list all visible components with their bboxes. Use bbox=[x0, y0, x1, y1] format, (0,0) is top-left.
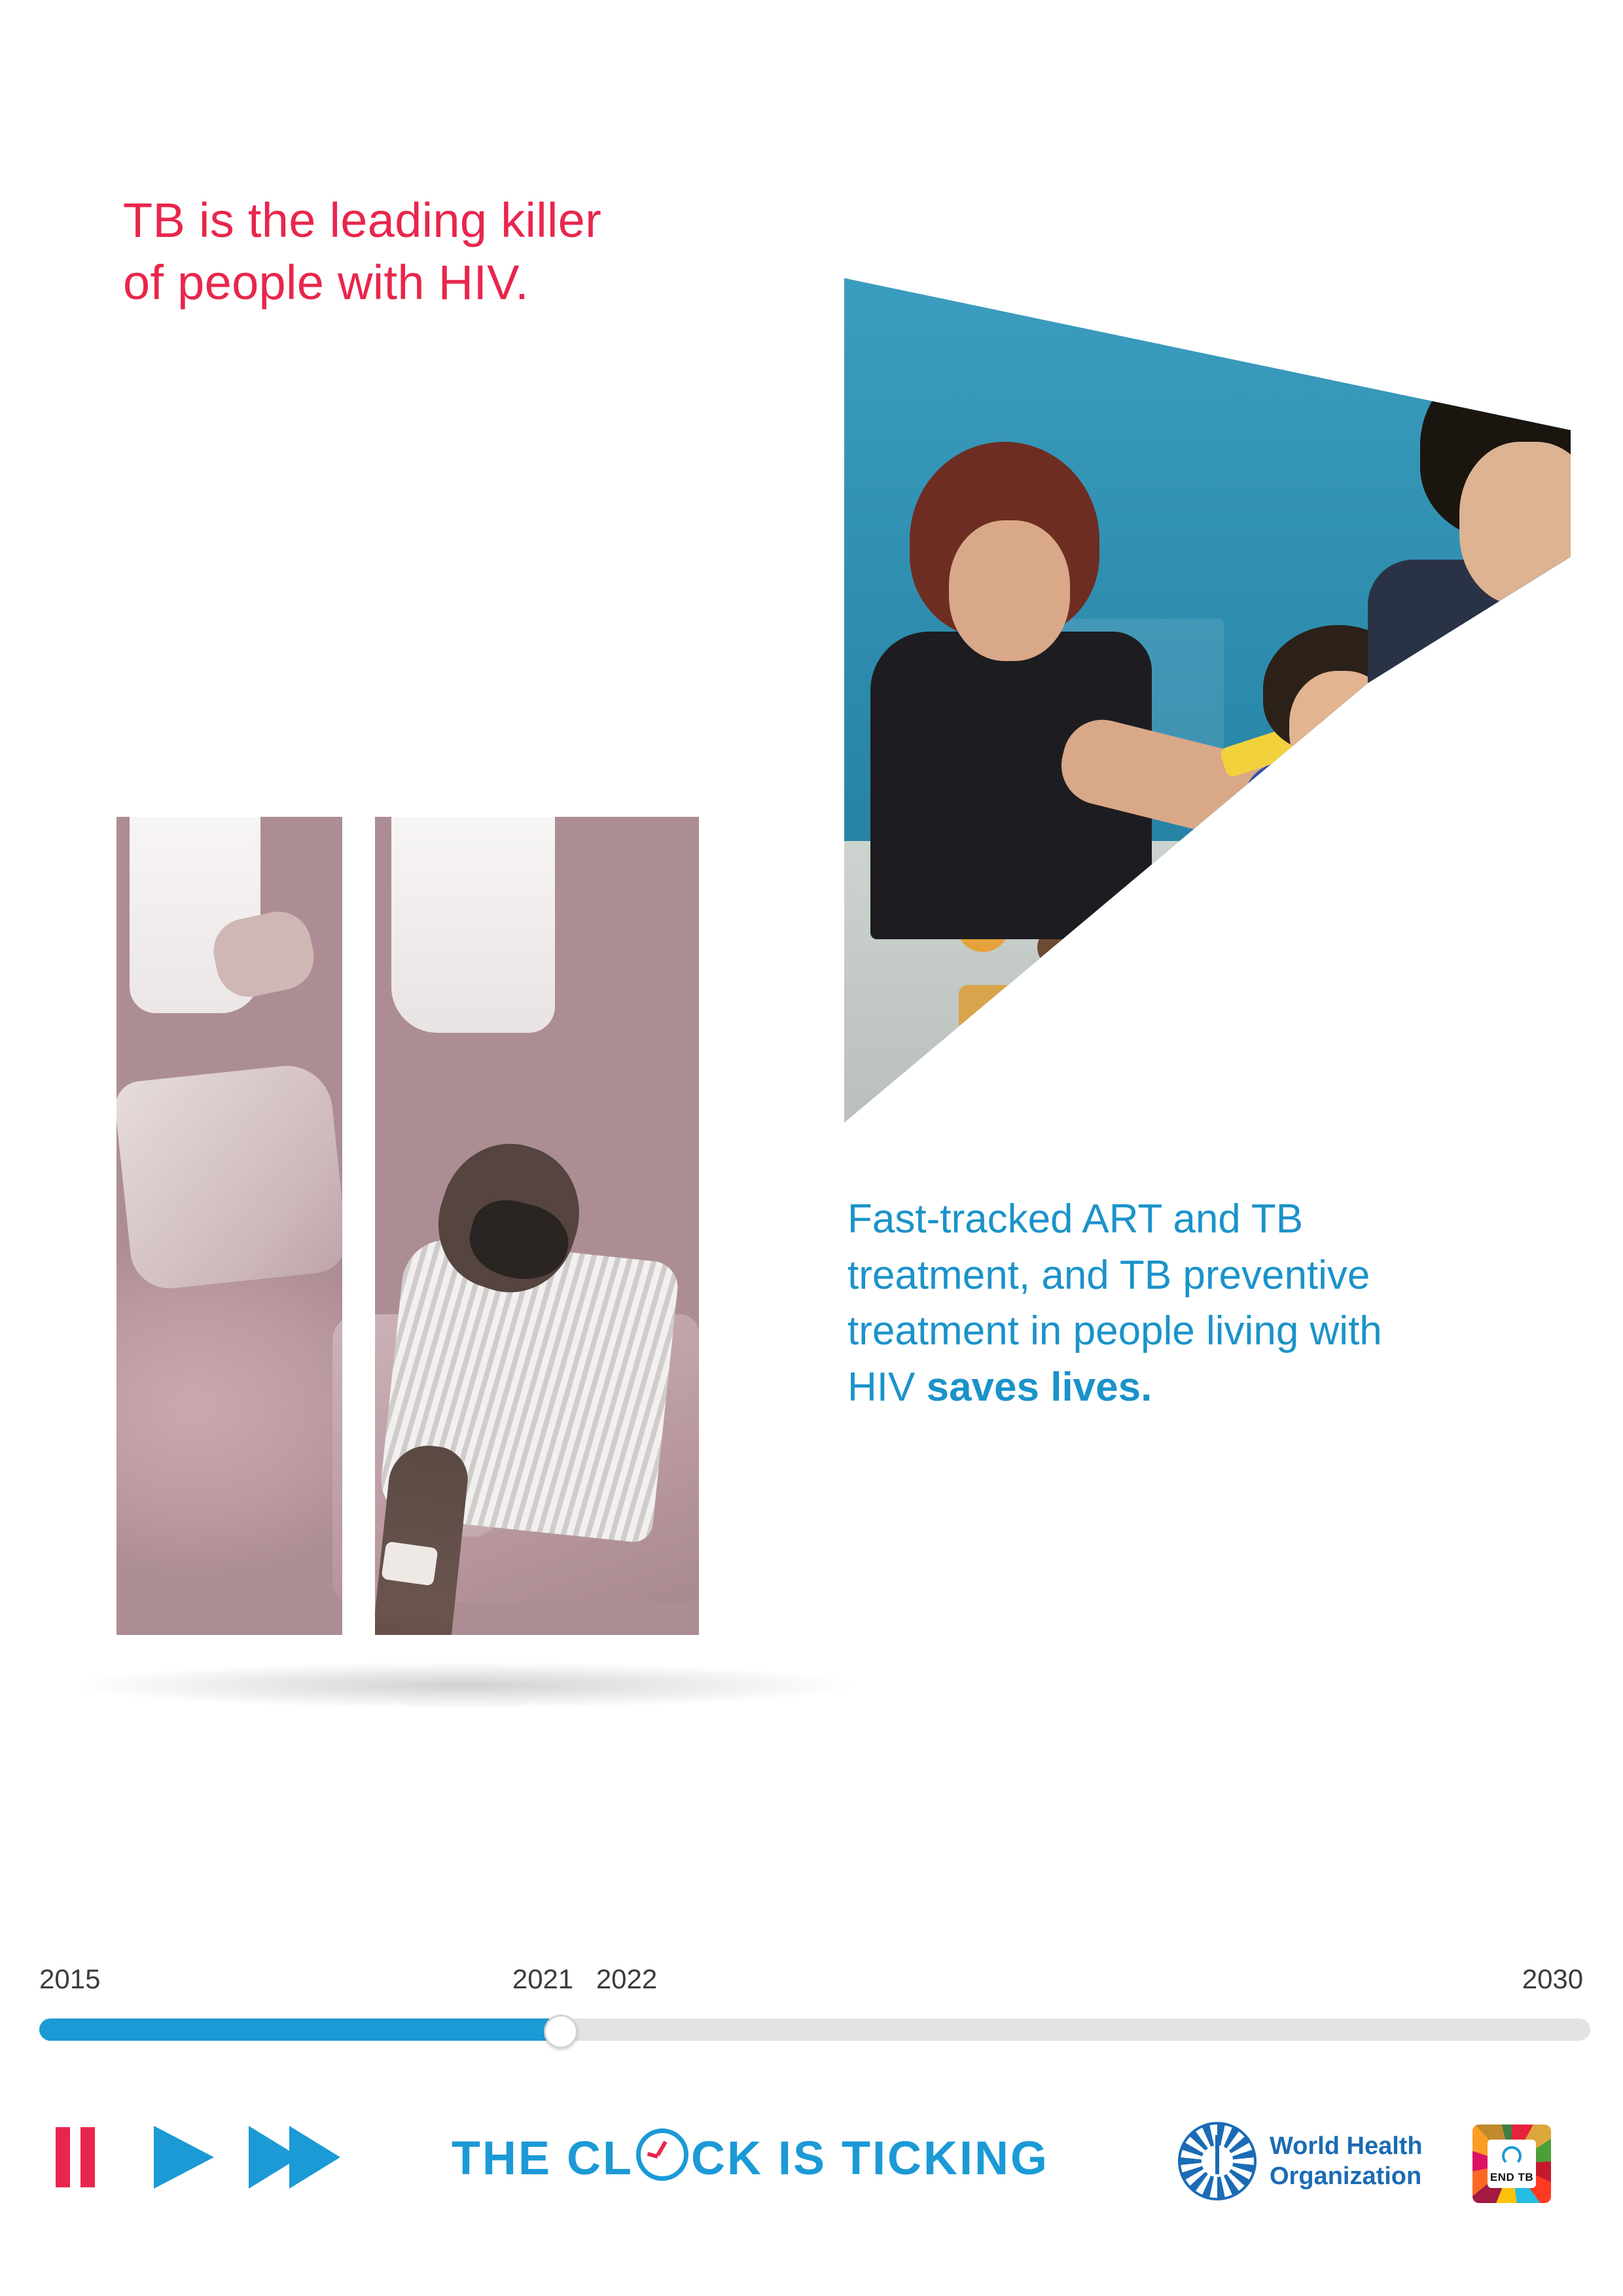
photo-band-left bbox=[116, 817, 342, 1635]
timeline-labels bbox=[39, 1964, 1590, 2003]
boy-arm bbox=[1298, 878, 1489, 982]
young-child-body bbox=[1243, 762, 1433, 959]
timeline-label-2021: 2021 bbox=[512, 1964, 574, 1994]
pause-bar-right bbox=[80, 2127, 95, 2187]
who-logo bbox=[1178, 2121, 1453, 2202]
timeline-progress-fill bbox=[39, 2018, 559, 2041]
left-patient-photo bbox=[116, 817, 699, 1635]
slogan-part-2: CK IS TICKING bbox=[690, 2132, 1049, 2185]
play-icon[interactable] bbox=[154, 2126, 214, 2189]
timeline-slider-handle[interactable] bbox=[544, 2015, 578, 2049]
composition-shadow bbox=[79, 1662, 851, 1708]
who-logo-text bbox=[1270, 2131, 1423, 2192]
body-text-regular: Fast-tracked ART and TB treatment, and TB preventive treatment in people living with HIV bbox=[847, 1196, 1382, 1410]
toy-yellow bbox=[1250, 920, 1400, 992]
timeline-label-2030: 2030 bbox=[1522, 1964, 1584, 1994]
blanket bbox=[332, 1314, 342, 1602]
toy-orange bbox=[1142, 952, 1240, 1011]
nurse-figure-2b bbox=[391, 817, 555, 1033]
pause-bar-left bbox=[56, 2127, 70, 2187]
pillow bbox=[116, 1062, 342, 1293]
right-family-photo bbox=[844, 278, 1571, 1122]
headline-red: TB is the leading killer of people with HIV. bbox=[123, 193, 602, 310]
who-line-1: World Health bbox=[1270, 2132, 1423, 2160]
timeline-track[interactable] bbox=[39, 2018, 1590, 2041]
timeline bbox=[39, 1964, 1590, 2041]
footer-bar bbox=[0, 2121, 1623, 2238]
pause-icon[interactable] bbox=[56, 2127, 96, 2187]
sdg-inner-badge bbox=[1488, 2140, 1536, 2188]
who-emblem-icon bbox=[1178, 2122, 1257, 2200]
campaign-slogan bbox=[452, 2128, 1049, 2185]
timeline-label-2022: 2022 bbox=[596, 1964, 658, 1994]
young-child-face bbox=[1289, 671, 1394, 785]
sdg-endtb-logo bbox=[1472, 2125, 1551, 2203]
hospital-scene-a bbox=[116, 817, 342, 1635]
toy-plate bbox=[1361, 923, 1518, 982]
tshirt-print bbox=[1459, 645, 1571, 808]
who-line-2: Organization bbox=[1270, 2162, 1422, 2191]
blue-cup bbox=[1207, 870, 1268, 956]
body-text-bold: saves lives. bbox=[926, 1364, 1152, 1410]
ff-triangle-2 bbox=[289, 2126, 340, 2189]
body-text-blue bbox=[847, 1191, 1436, 1415]
timeline-label-2015: 2015 bbox=[39, 1964, 101, 1994]
toy-block-brown bbox=[959, 985, 1050, 1083]
iv-patch-b bbox=[381, 1541, 438, 1587]
clock-icon bbox=[636, 2128, 688, 2181]
sdg-label: END TB bbox=[1489, 2171, 1534, 2183]
young-child-arm bbox=[1393, 819, 1532, 909]
fast-forward-icon[interactable] bbox=[249, 2126, 353, 2189]
boy-face bbox=[1459, 442, 1571, 605]
slogan-part-1: THE CL bbox=[452, 2132, 633, 2185]
photo-band-right bbox=[375, 817, 699, 1635]
hospital-scene-b bbox=[375, 817, 699, 1635]
woman-face bbox=[949, 520, 1070, 661]
boy-body bbox=[1368, 560, 1571, 952]
